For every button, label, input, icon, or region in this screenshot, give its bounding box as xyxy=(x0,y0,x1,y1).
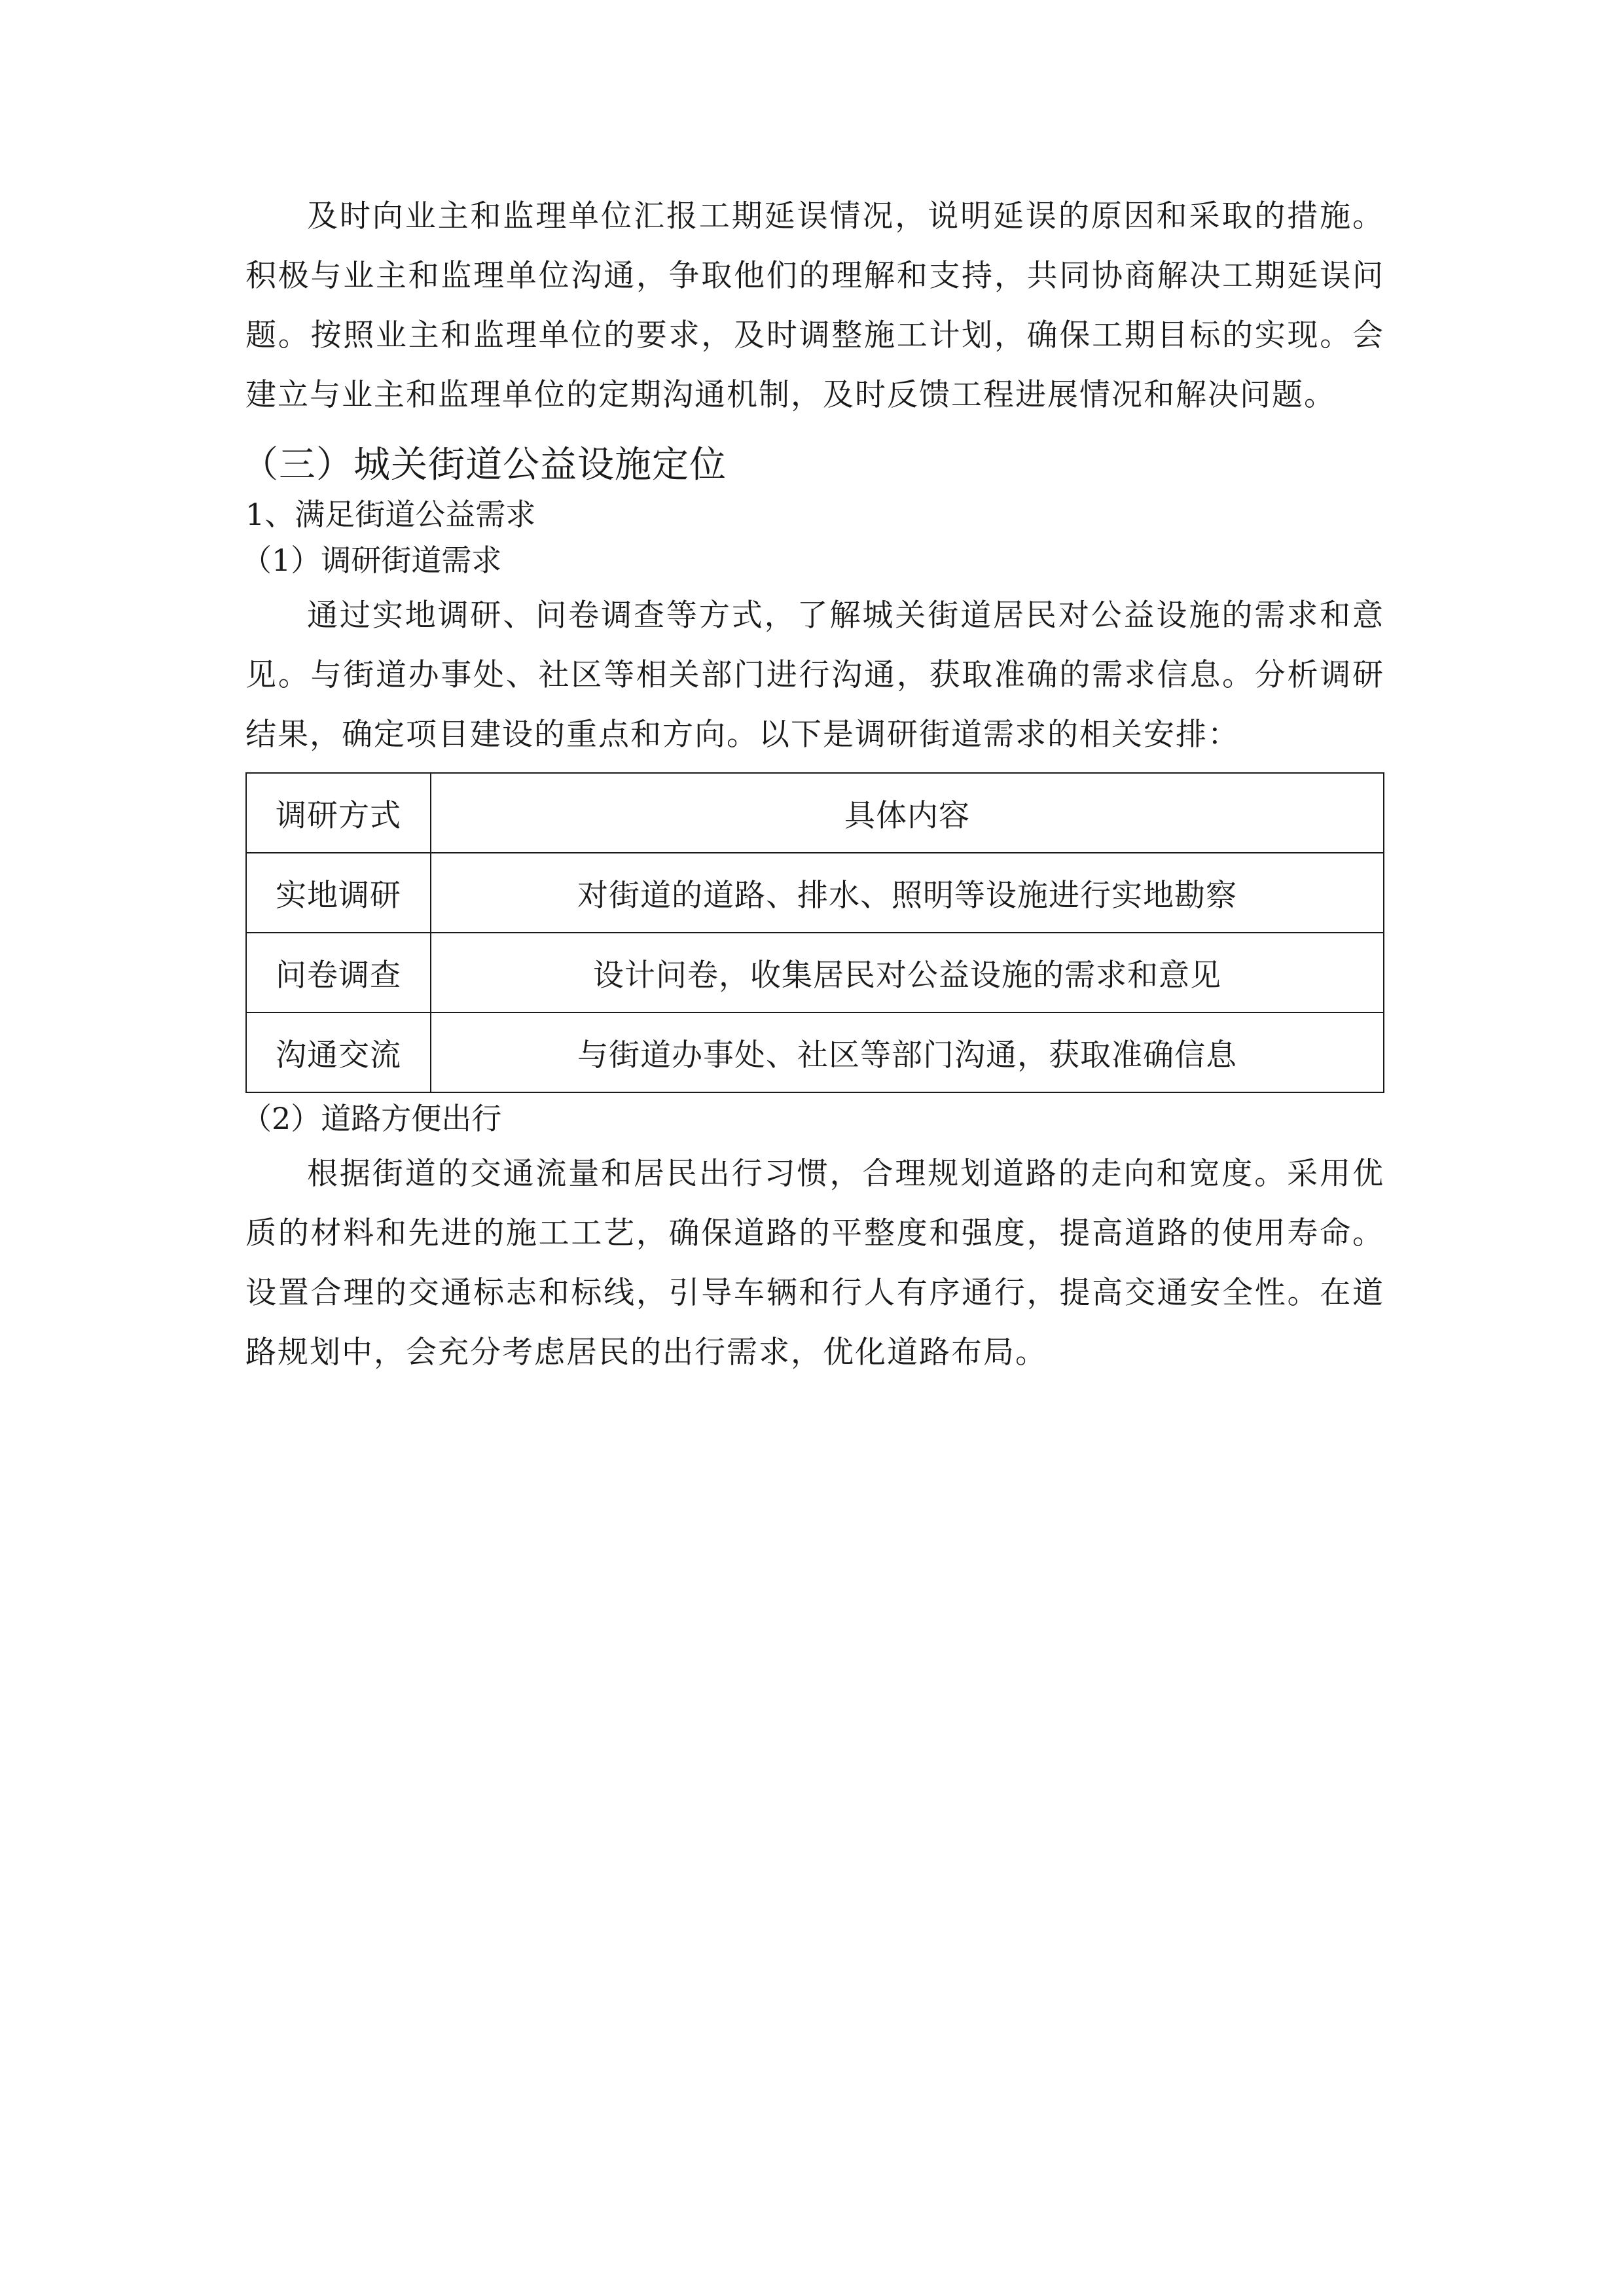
sub-item-heading-survey: （1）调研街道需求 xyxy=(242,543,502,578)
table-cell: 问卷调查 xyxy=(246,933,431,1013)
table-cell: 实地调研 xyxy=(246,853,431,933)
paragraph-road-plan: 根据街道的交通流量和居民出行习惯，合理规划道路的走向和宽度。采用优质的材料和先进的施工工艺，确保道路的平整度和强度，提高道路的使用寿命。设置合理的交通标志和标线，引导车辆和行人有序通行，提高交通安全性。在道路规划中，会充分考虑居民的出行需求，优化道路布局。 xyxy=(245,1156,1384,1371)
survey-table xyxy=(245,772,1384,1093)
table-header-cell: 调研方式 xyxy=(246,773,431,853)
table-cell: 对街道的道路、排水、照明等设施进行实地勘察 xyxy=(431,853,1384,933)
table-row xyxy=(246,1013,1384,1092)
sub-item-heading-roads: （2）道路方便出行 xyxy=(242,1101,502,1136)
paragraph-survey-intro: 通过实地调研、问卷调查等方式，了解城关街道居民对公益设施的需求和意见。与街道办事处、社区等相关部门进行沟通，获取准确的需求信息。分析调研结果，确定项目建设的重点和方向。以下是调研街道需求的相关安排： xyxy=(245,598,1384,753)
paragraph-delay-report: 及时向业主和监理单位汇报工期延误情况，说明延误的原因和采取的措施。积极与业主和监理单位沟通，争取他们的理解和支持，共同协商解决工期延误问题。按照业主和监理单位的要求，及时调整施工计划，确保工期目标的实现。会建立与业主和监理单位的定期沟通机制，及时反馈工程进展情况和解决问题。 xyxy=(245,198,1384,413)
section-heading: （三）城关街道公益设施定位 xyxy=(242,444,727,486)
item-heading: 1、满足街道公益需求 xyxy=(245,497,536,532)
table-row xyxy=(246,933,1384,1013)
table-cell: 设计问卷，收集居民对公益设施的需求和意见 xyxy=(431,933,1384,1013)
page-content xyxy=(242,187,1384,1382)
table-header-cell: 具体内容 xyxy=(431,773,1384,853)
table-cell: 沟通交流 xyxy=(246,1013,431,1092)
table-cell: 与街道办事处、社区等部门沟通，获取准确信息 xyxy=(431,1013,1384,1092)
table-row xyxy=(246,853,1384,933)
table-header-row xyxy=(246,773,1384,853)
